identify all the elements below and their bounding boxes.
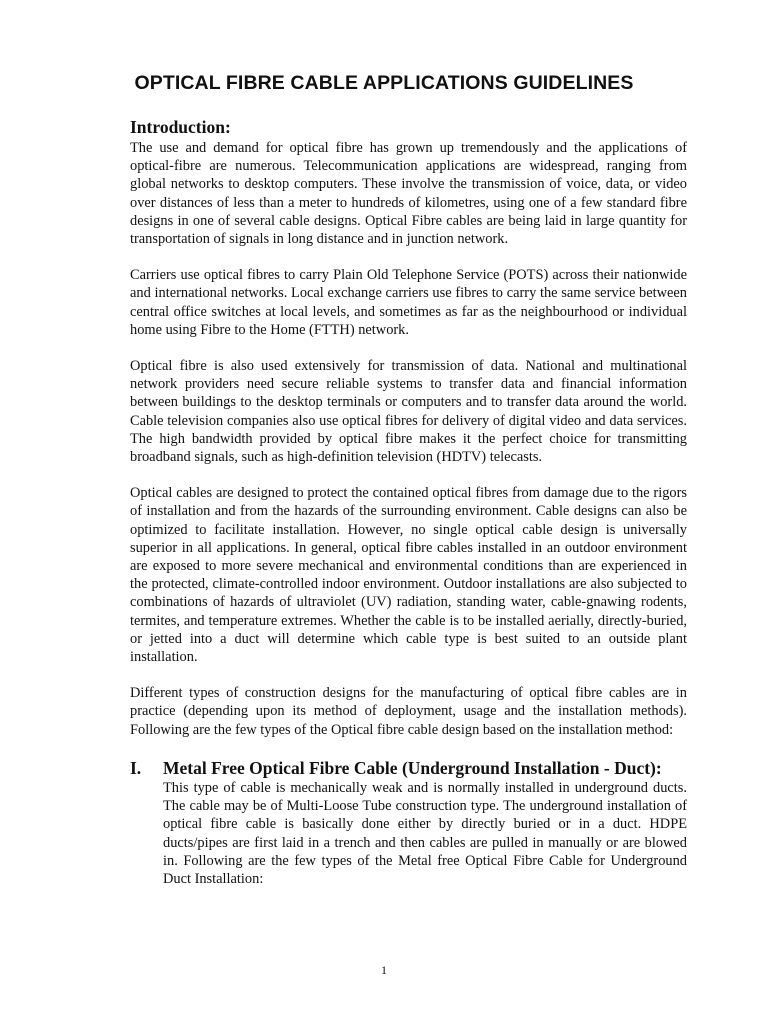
section-body: This type of cable is mechanically weak and is normally installed in underground ducts. The cable may be of Multi-Loose Tube construction type. The underground installation of optical fibre cable is basically done either by directly buried or in a duct. HDPE ducts/pipes are first laid in a trench and then cables are pulled in manually or are blowed in. Following are the few types of the Metal free Optical Fibre Cable for Underground Duct Installation: (163, 779, 687, 887)
page-number: 1 (381, 963, 387, 977)
intro-paragraph-4: Optical cables are designed to protect the contained optical fibres from damage due to the rigors of installation and from the hazards of the surrounding environment. Cable designs can also be optimized to facilitate installation. However, no single optical cable design is universally superior in all applications. In general, optical fibre cables installed in an outdoor environment are exposed to more severe mechanical and environmental conditions than are experienced in the protected, climate-controlled indoor environment. Outdoor installations are also subjected to combinations of hazards of ultraviolet (UV) radiation, standing water, cable-gnawing rodents, termites, and temperature extremes. Whether the cable is to be installed aerially, directly-buried, or jetted into a duct will determine which cable type is best suited to an outside plant installation. (130, 485, 687, 666)
intro-paragraph-3: Optical fibre is also used extensively for transmission of data. National and multinational network providers need secure reliable systems to transfer data and financial information between buildings to the desktop terminals or computers and to transfer data around the world. Cable television companies also use optical fibres for delivery of digital video and data services. The high bandwidth provided by optical fibre makes it the perfect choice for transmitting broadband signals, such as high-definition television (HDTV) telecasts. (130, 358, 687, 466)
intro-paragraph-5: Different types of construction designs for the manufacturing of optical fibre cables are in practice (depending upon its method of deployment, usage and the installation methods). Following are the few types of the Optical fibre cable design based on the installation method: (130, 685, 687, 738)
section-metal-free-cable (130, 757, 687, 888)
intro-paragraph-2: Carriers use optical fibres to carry Plain Old Telephone Service (POTS) across their nationwide and international networks. Local exchange carriers use fibres to carry the same service between central office switches at local levels, and sometimes as far as the neighbourhood or individual home using Fibre to the Home (FTTH) network. (130, 267, 687, 338)
intro-paragraph-1: The use and demand for optical fibre has grown up tremendously and the applications of optical-fibre are numerous. Telecommunication applications are widespread, ranging from global networks to desktop computers. These involve the transmission of voice, data, or video over distances of less than a meter to hundreds of kilometres, using one of a few standard fibre designs in one of several cable designs. Optical Fibre cables are being laid in large quantity for transportation of signals in long distance and in junction network. (130, 140, 687, 248)
section-heading: Metal Free Optical Fibre Cable (Underground Installation - Duct): (163, 757, 662, 778)
introduction-heading: Introduction: (130, 117, 231, 137)
document-body (130, 116, 687, 888)
document-title: OPTICAL FIBRE CABLE APPLICATIONS GUIDELINES (134, 72, 634, 94)
section-number: I. (130, 757, 142, 778)
